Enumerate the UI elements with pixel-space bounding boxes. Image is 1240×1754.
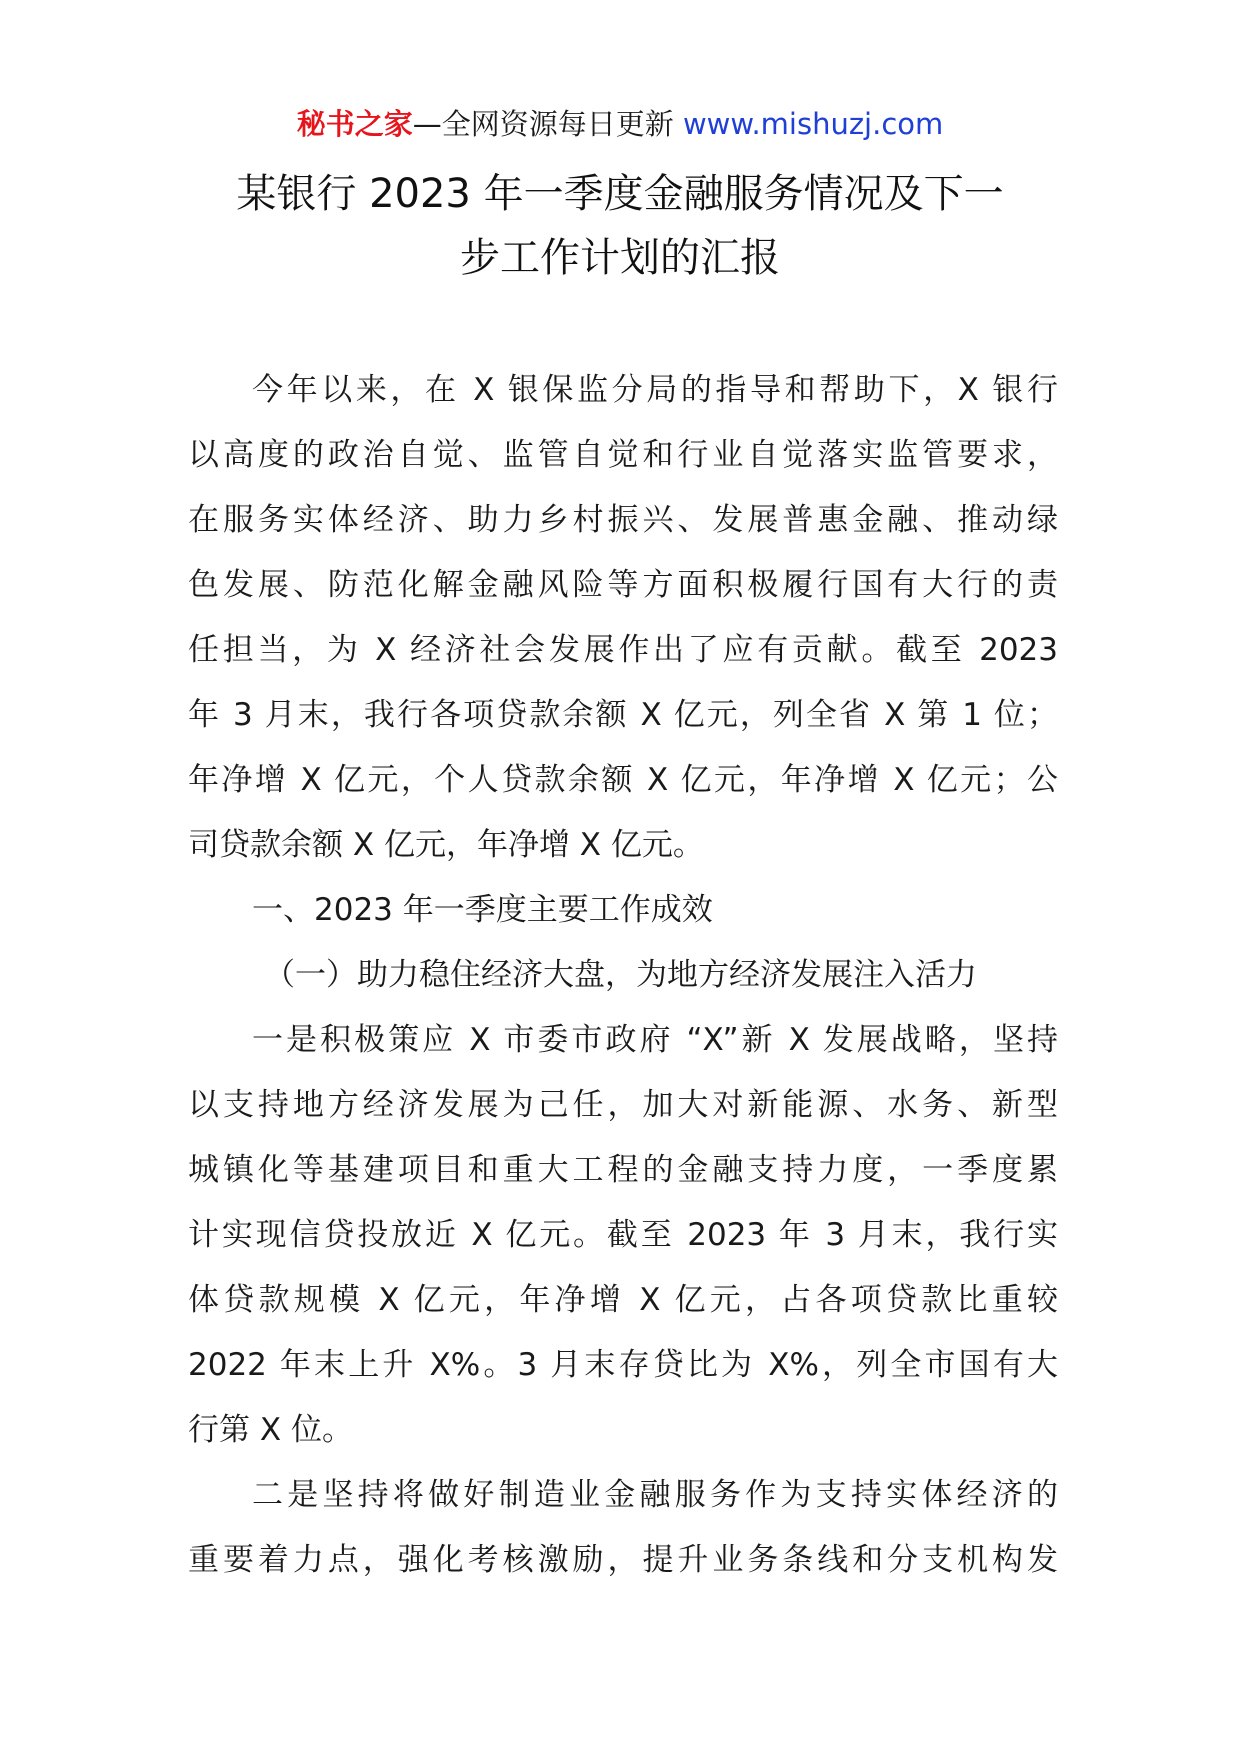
text-line: 司贷款余额 X 亿元，年净增 X 亿元。 [188, 827, 704, 863]
text-line: 体贷款规模 X 亿元，年净增 X 亿元，占各项贷款比重较 [188, 1282, 1058, 1318]
document-title [150, 162, 1090, 290]
text-line: 二是坚持将做好制造业金融服务作为支持实体经济的 [252, 1477, 1058, 1513]
paragraph-point-one [188, 1008, 1058, 1463]
document-body [188, 358, 1058, 1593]
text-line: 计实现信贷投放近 X 亿元。截至 2023 年 3 月末，我行实 [188, 1217, 1058, 1253]
text-line: 2022 年末上升 X%。3 月末存贷比为 X%，列全市国有大 [188, 1347, 1058, 1383]
text-line: 在服务实体经济、助力乡村振兴、发展普惠金融、推动绿 [188, 502, 1058, 538]
text-line: 今年以来，在 X 银保监分局的指导和帮助下，X 银行 [252, 372, 1058, 408]
banner-tagline: —全网资源每日更新 [412, 107, 683, 141]
section-heading: 一、2023 年一季度主要工作成效 [252, 892, 713, 928]
text-line: 色发展、防范化解金融风险等方面积极履行国有大行的责 [188, 567, 1058, 603]
text-line: 城镇化等基建项目和重大工程的金融支持力度，一季度累 [188, 1152, 1058, 1188]
brand-name: 秘书之家 [296, 107, 413, 141]
text-line: 以支持地方经济发展为己任，加大对新能源、水务、新型 [188, 1087, 1058, 1123]
text-line: 年 3 月末，我行各项贷款余额 X 亿元，列全省 X 第 1 位； [188, 697, 1058, 733]
text-line: 任担当，为 X 经济社会发展作出了应有贡献。截至 2023 [188, 632, 1058, 668]
title-line-1: 某银行 2023 年一季度金融服务情况及下一 [236, 171, 1004, 217]
text-line: 年净增 X 亿元，个人贷款余额 X 亿元，年净增 X 亿元；公 [188, 762, 1058, 798]
subsection-heading: （一）助力稳住经济大盘，为地方经济发展注入活力 [264, 957, 977, 993]
paragraph-intro [188, 358, 1058, 878]
title-line-2: 步工作计划的汇报 [460, 235, 780, 281]
text-line: 一是积极策应 X 市委市政府 “X”新 X 发展战略，坚持 [252, 1022, 1058, 1058]
text-line: 以高度的政治自觉、监管自觉和行业自觉落实监管要求， [188, 437, 1058, 473]
paragraph-point-two [188, 1463, 1058, 1593]
text-line: 行第 X 位。 [188, 1412, 353, 1448]
text-line: 重要着力点，强化考核激励，提升业务条线和分支机构发 [188, 1542, 1058, 1578]
site-url-link[interactable]: www.mishuzj.com [682, 107, 944, 141]
site-banner [0, 104, 1240, 144]
